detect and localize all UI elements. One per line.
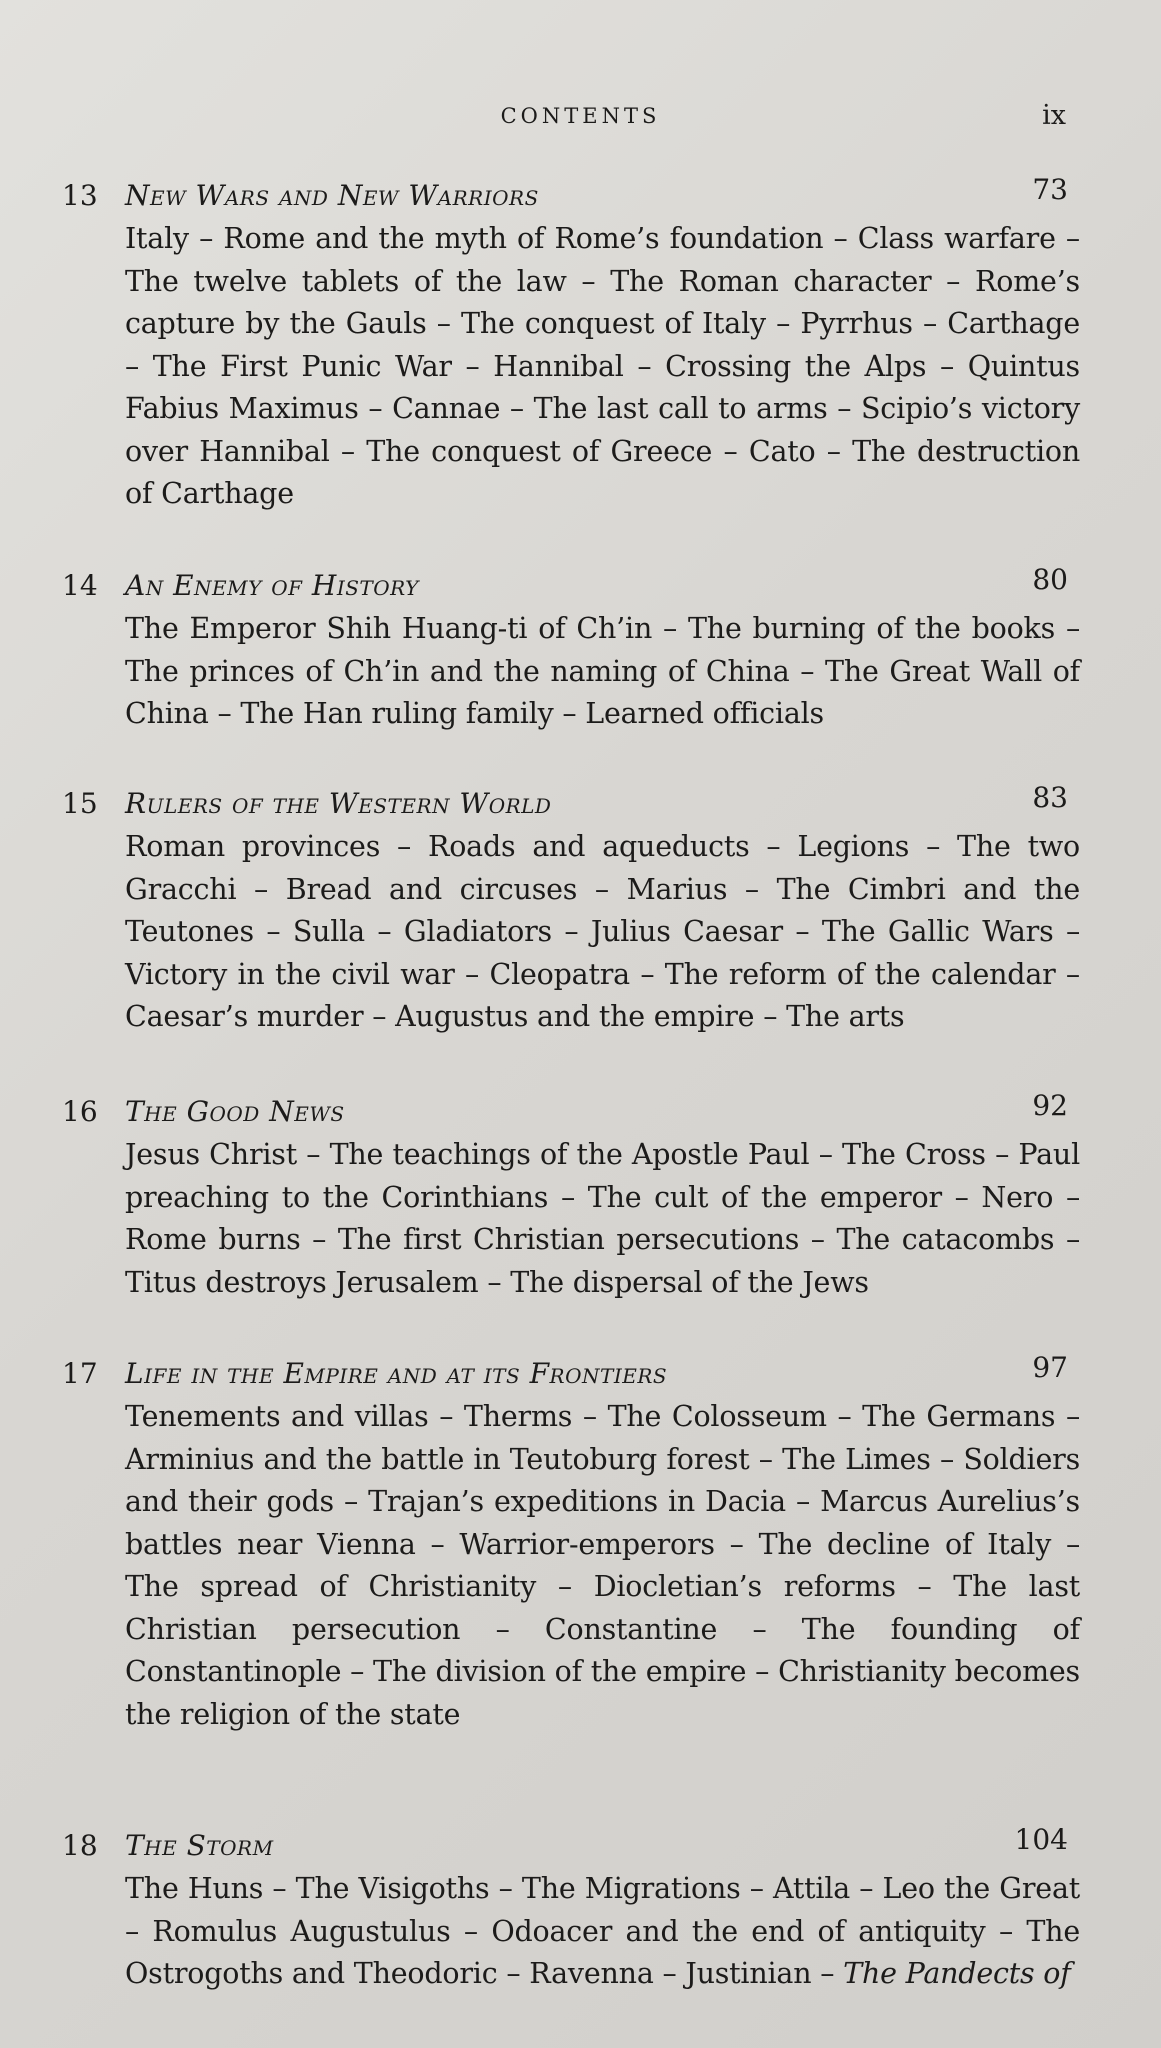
toc-entry-heading bbox=[62, 782, 1080, 826]
chapter-number: 15 bbox=[62, 787, 98, 820]
chapter-title: New Wars and New Warriors bbox=[125, 179, 539, 212]
chapter-page: 80 bbox=[1032, 563, 1068, 596]
toc-entry-heading bbox=[62, 1352, 1080, 1396]
page-number: ix bbox=[1042, 100, 1066, 131]
toc-entry-heading bbox=[62, 174, 1080, 218]
toc-entry-17 bbox=[62, 1352, 1080, 1736]
chapter-title: The Good News bbox=[125, 1095, 345, 1128]
running-title: CONTENTS bbox=[500, 104, 661, 128]
chapter-number: 16 bbox=[62, 1095, 98, 1128]
toc-entry-18 bbox=[62, 1824, 1080, 1996]
toc-entry-heading bbox=[62, 1824, 1080, 1868]
description-text: The Huns – The Visigoths – The Migrations – Attila – Leo the Great – Romulus Augustulus – Odoacer and the end of antiquity – The Ostrogoths and Theodoric – Ravenna – Justinian – bbox=[125, 1872, 1080, 1990]
chapter-number: 13 bbox=[62, 179, 98, 212]
italic-book-title: The Pandects of bbox=[843, 1957, 1071, 1990]
chapter-description: Tenements and villas – Therms – The Colosseum – The Germans – Arminius and the battle in Teutoburg forest – The Limes – Soldiers and their gods – Trajan’s expeditions in Dacia – Marcus Aurelius’s battles near Vienna – Warrior-emperors – The decline of Italy – The spread of Christianity – Diocletian’s reforms – The last Christian persecution – Constantine – The founding of Constantinople – The division of the empire – Christianity becomes the religion of the state bbox=[125, 1400, 1080, 1731]
chapter-number: 17 bbox=[62, 1357, 98, 1390]
chapter-description: The Emperor Shih Huang-ti of Ch’in – The burning of the books – The princes of Ch’in and the naming of China – The Great Wall of China – The Han ruling family – Learned officials bbox=[125, 612, 1080, 730]
chapter-title: The Storm bbox=[125, 1829, 274, 1862]
chapter-page: 73 bbox=[1032, 173, 1068, 206]
toc-entry-heading bbox=[62, 564, 1080, 608]
toc-entry-heading bbox=[62, 1090, 1080, 1134]
chapter-page: 92 bbox=[1032, 1089, 1068, 1122]
chapter-description: Jesus Christ – The teachings of the Apostle Paul – The Cross – Paul preaching to the Corinthians – The cult of the emperor – Nero – Rome burns – The first Christian persecutions – The catacombs – Titus destroys Jerusalem – The dispersal of the Jews bbox=[125, 1138, 1080, 1299]
chapter-description: Roman provinces – Roads and aqueducts – Legions – The two Gracchi – Bread and circuses – Marius – The Cimbri and the Teutones – Sulla – Gladiators – Julius Caesar – The Gallic Wars – Victory in the civil war – Cleopatra – The reform of the calendar – Caesar’s murder – Augustus and the empire – The arts bbox=[125, 830, 1080, 1033]
chapter-title: Life in the Empire and at its Frontiers bbox=[125, 1357, 668, 1390]
chapter-title: Rulers of the Western World bbox=[125, 787, 552, 820]
chapter-page: 104 bbox=[1014, 1823, 1068, 1856]
chapter-number: 14 bbox=[62, 569, 98, 602]
chapter-description: Italy – Rome and the myth of Rome’s foundation – Class warfare – The twelve tablets of the law – The Roman character – Rome’s capture by the Gauls – The conquest of Italy – Pyrrhus – Carthage – The First Punic War – Hannibal – Crossing the Alps – Quintus Fabius Maximus – Cannae – The last call to arms – Scipio’s victory over Hannibal – The conquest of Greece – Cato – The destruction of Carthage bbox=[125, 222, 1080, 510]
toc-entry-14 bbox=[62, 564, 1080, 736]
chapter-page: 83 bbox=[1032, 781, 1068, 814]
toc-entry-13 bbox=[62, 174, 1080, 516]
toc-entry-16 bbox=[62, 1090, 1080, 1304]
page-header bbox=[0, 100, 1161, 140]
chapter-number: 18 bbox=[62, 1829, 98, 1862]
chapter-description bbox=[125, 1868, 1080, 1996]
toc-entry-15 bbox=[62, 782, 1080, 1039]
chapter-page: 97 bbox=[1032, 1351, 1068, 1384]
chapter-title: An Enemy of History bbox=[125, 569, 419, 602]
